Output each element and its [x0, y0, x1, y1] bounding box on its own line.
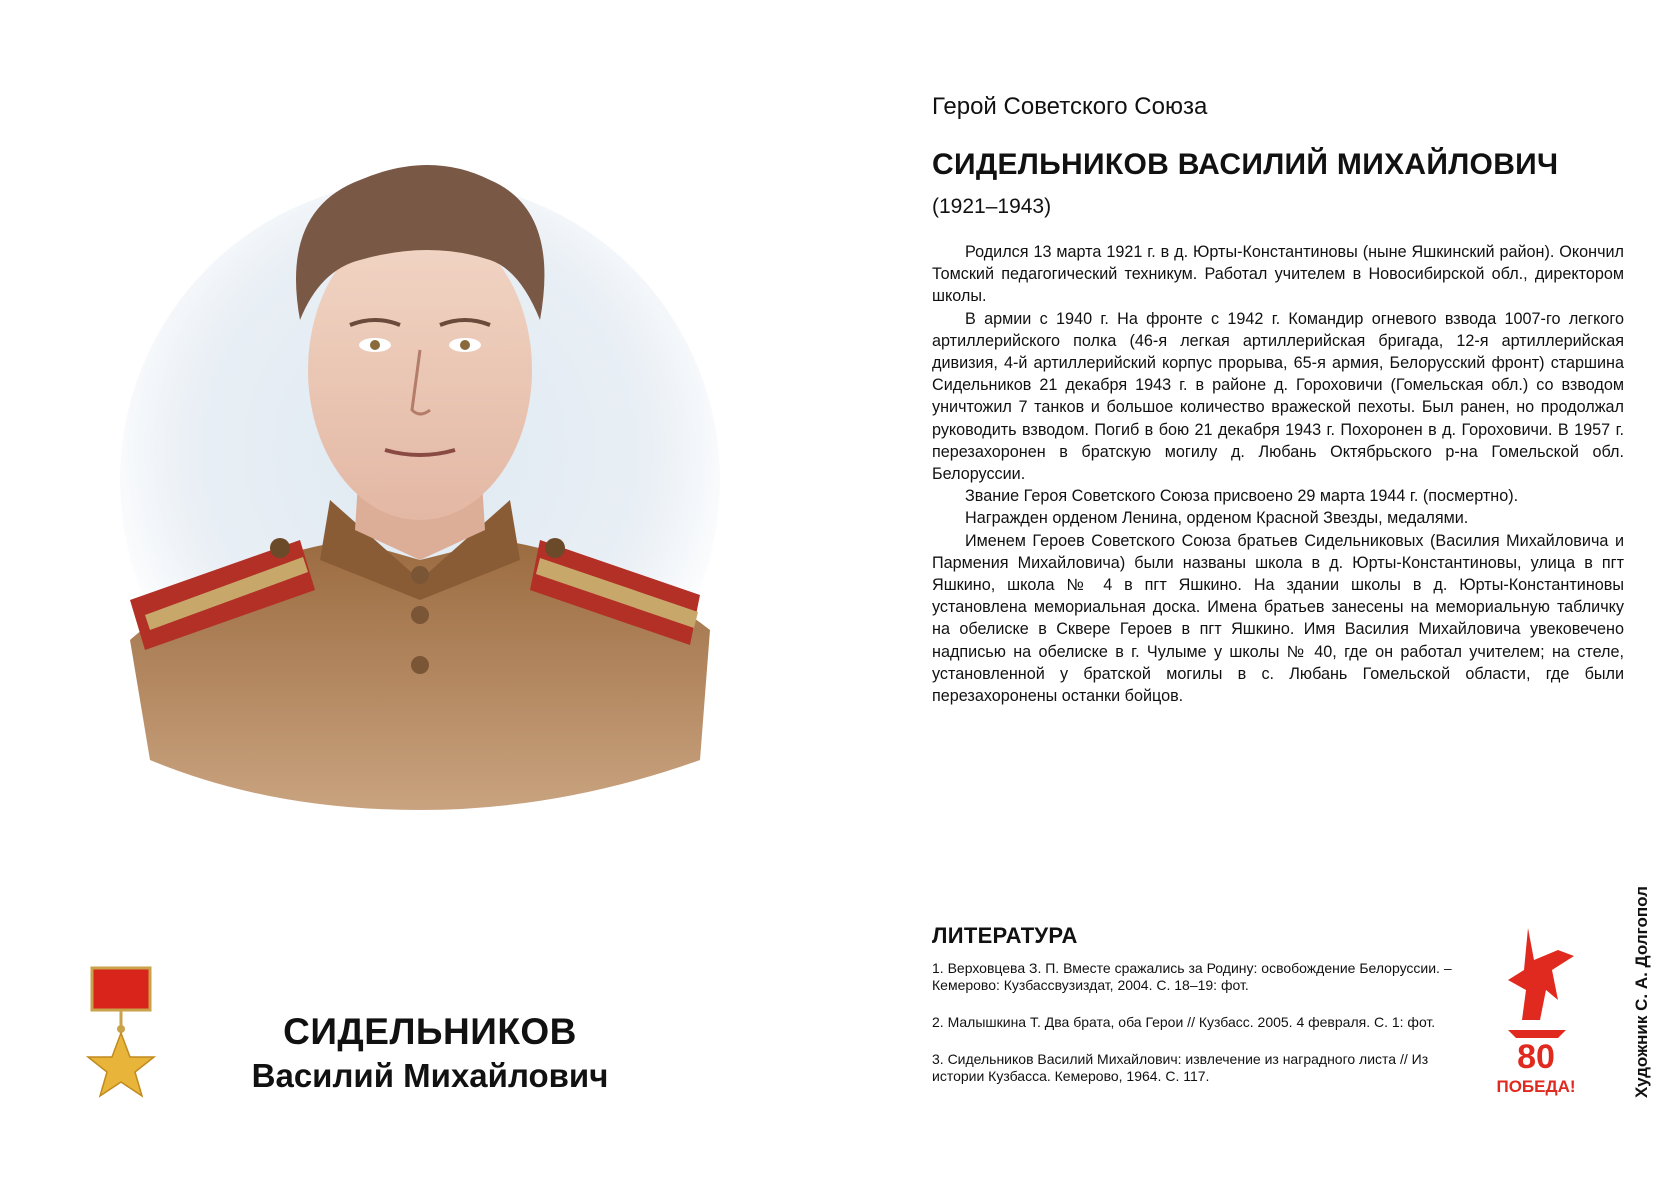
bio-paragraph: Родился 13 марта 1921 г. в д. Юрты-Константиновы (ныне Яшкинский район). Окончил Томский педагогический техникум. Работал учителем в Новосибирской обл., директором школы.: [932, 243, 1624, 306]
bio-paragraph: В армии с 1940 г. На фронте с 1942 г. Командир огневого взвода 1007-го легкого артиллерийского полка (46-я легкая артиллерийская бригада, 12-я артиллерийская дивизия, 4-й артиллерийский корпус прорыва, 65-я армия, Белорусский фронт) старшина Сидельников 21 декабря 1943 г. в районе д. Гороховичи (Гомельская обл.) со взводом уничтожил 7 танков и большое количество вражеской пехоты. Был ранен, но продолжал руководить взводом. Погиб в бою 21 декабря 1943 г. Похоронен в д. Гороховичи. В 1957 г. перезахоронен в братскую могилу д. Любань Октябрьского р-на Гомельской обл. Белоруссии.: [932, 309, 1624, 484]
life-years: (1921–1943): [932, 195, 1052, 218]
biography: [932, 241, 1624, 707]
literature-heading: ЛИТЕРАТУРА: [932, 923, 1078, 948]
literature-item: 3. Сидельников Василий Михайлович: извлечение из наградного листа // Из истории Кузбасса. Кемерово, 1964. С. 117.: [932, 1051, 1429, 1084]
bio-paragraph: Награжден орденом Ленина, орденом Красной Звезды, медалями.: [965, 509, 1469, 528]
bio-paragraph: Именем Героев Советского Союза братьев Сидельниковых (Василия Михайловича и Пармения Михайловича) были названы школа в д. Юрты-Константиновы, улица в пгт Яшкино, школа № 4 в пгт Яшкино. На здании школы в д. Юрты-Константиновы установлена мемориальная доска. Имена братьев занесены на мемориальную табличку на обелиске в Сквере Героев в пгт Яшкино. Имя Василия Михайловича увековечено надписью на обелиске в г. Чулыме у школы № 40, где он работал учителем; на стеле, установленной у братской могилы в с. Любань Гомельской области, где были перезахоронены останки бойцов.: [932, 531, 1624, 706]
page-title: СИДЕЛЬНИКОВ ВАСИЛИЙ МИХАЙЛОВИЧ: [932, 148, 1559, 181]
literature-item: 1. Верховцева З. П. Вместе сражались за Родину: освобождение Белоруссии. – Кемерово: Кузбассвузиздат, 2004. С. 18–19: фот.: [932, 960, 1452, 993]
victory-80-logo: [1488, 920, 1584, 1100]
literature-item: 2. Малышкина Т. Два брата, оба Герои // Кузбасс. 2005. 4 февраля. С. 1: фот.: [932, 1014, 1436, 1030]
logo-number: 80: [1517, 1038, 1555, 1076]
literature-list: [932, 960, 1452, 1105]
given-names: Василий Михайлович: [251, 1057, 609, 1094]
bio-paragraph: Звание Героя Советского Союза присвоено 29 марта 1944 г. (посмертно).: [965, 487, 1519, 506]
artist-credit: Художник С. А. Долгопол: [1632, 886, 1651, 1098]
name-block: [200, 1010, 660, 1098]
hero-portrait: [100, 120, 740, 880]
gold-star-medal-icon: [86, 965, 156, 1100]
logo-text: ПОБЕДА!: [1496, 1077, 1576, 1096]
surname: СИДЕЛЬНИКОВ: [283, 1011, 577, 1052]
hero-title: Герой Советского Союза: [932, 93, 1208, 120]
right-page: [840, 0, 1680, 1188]
